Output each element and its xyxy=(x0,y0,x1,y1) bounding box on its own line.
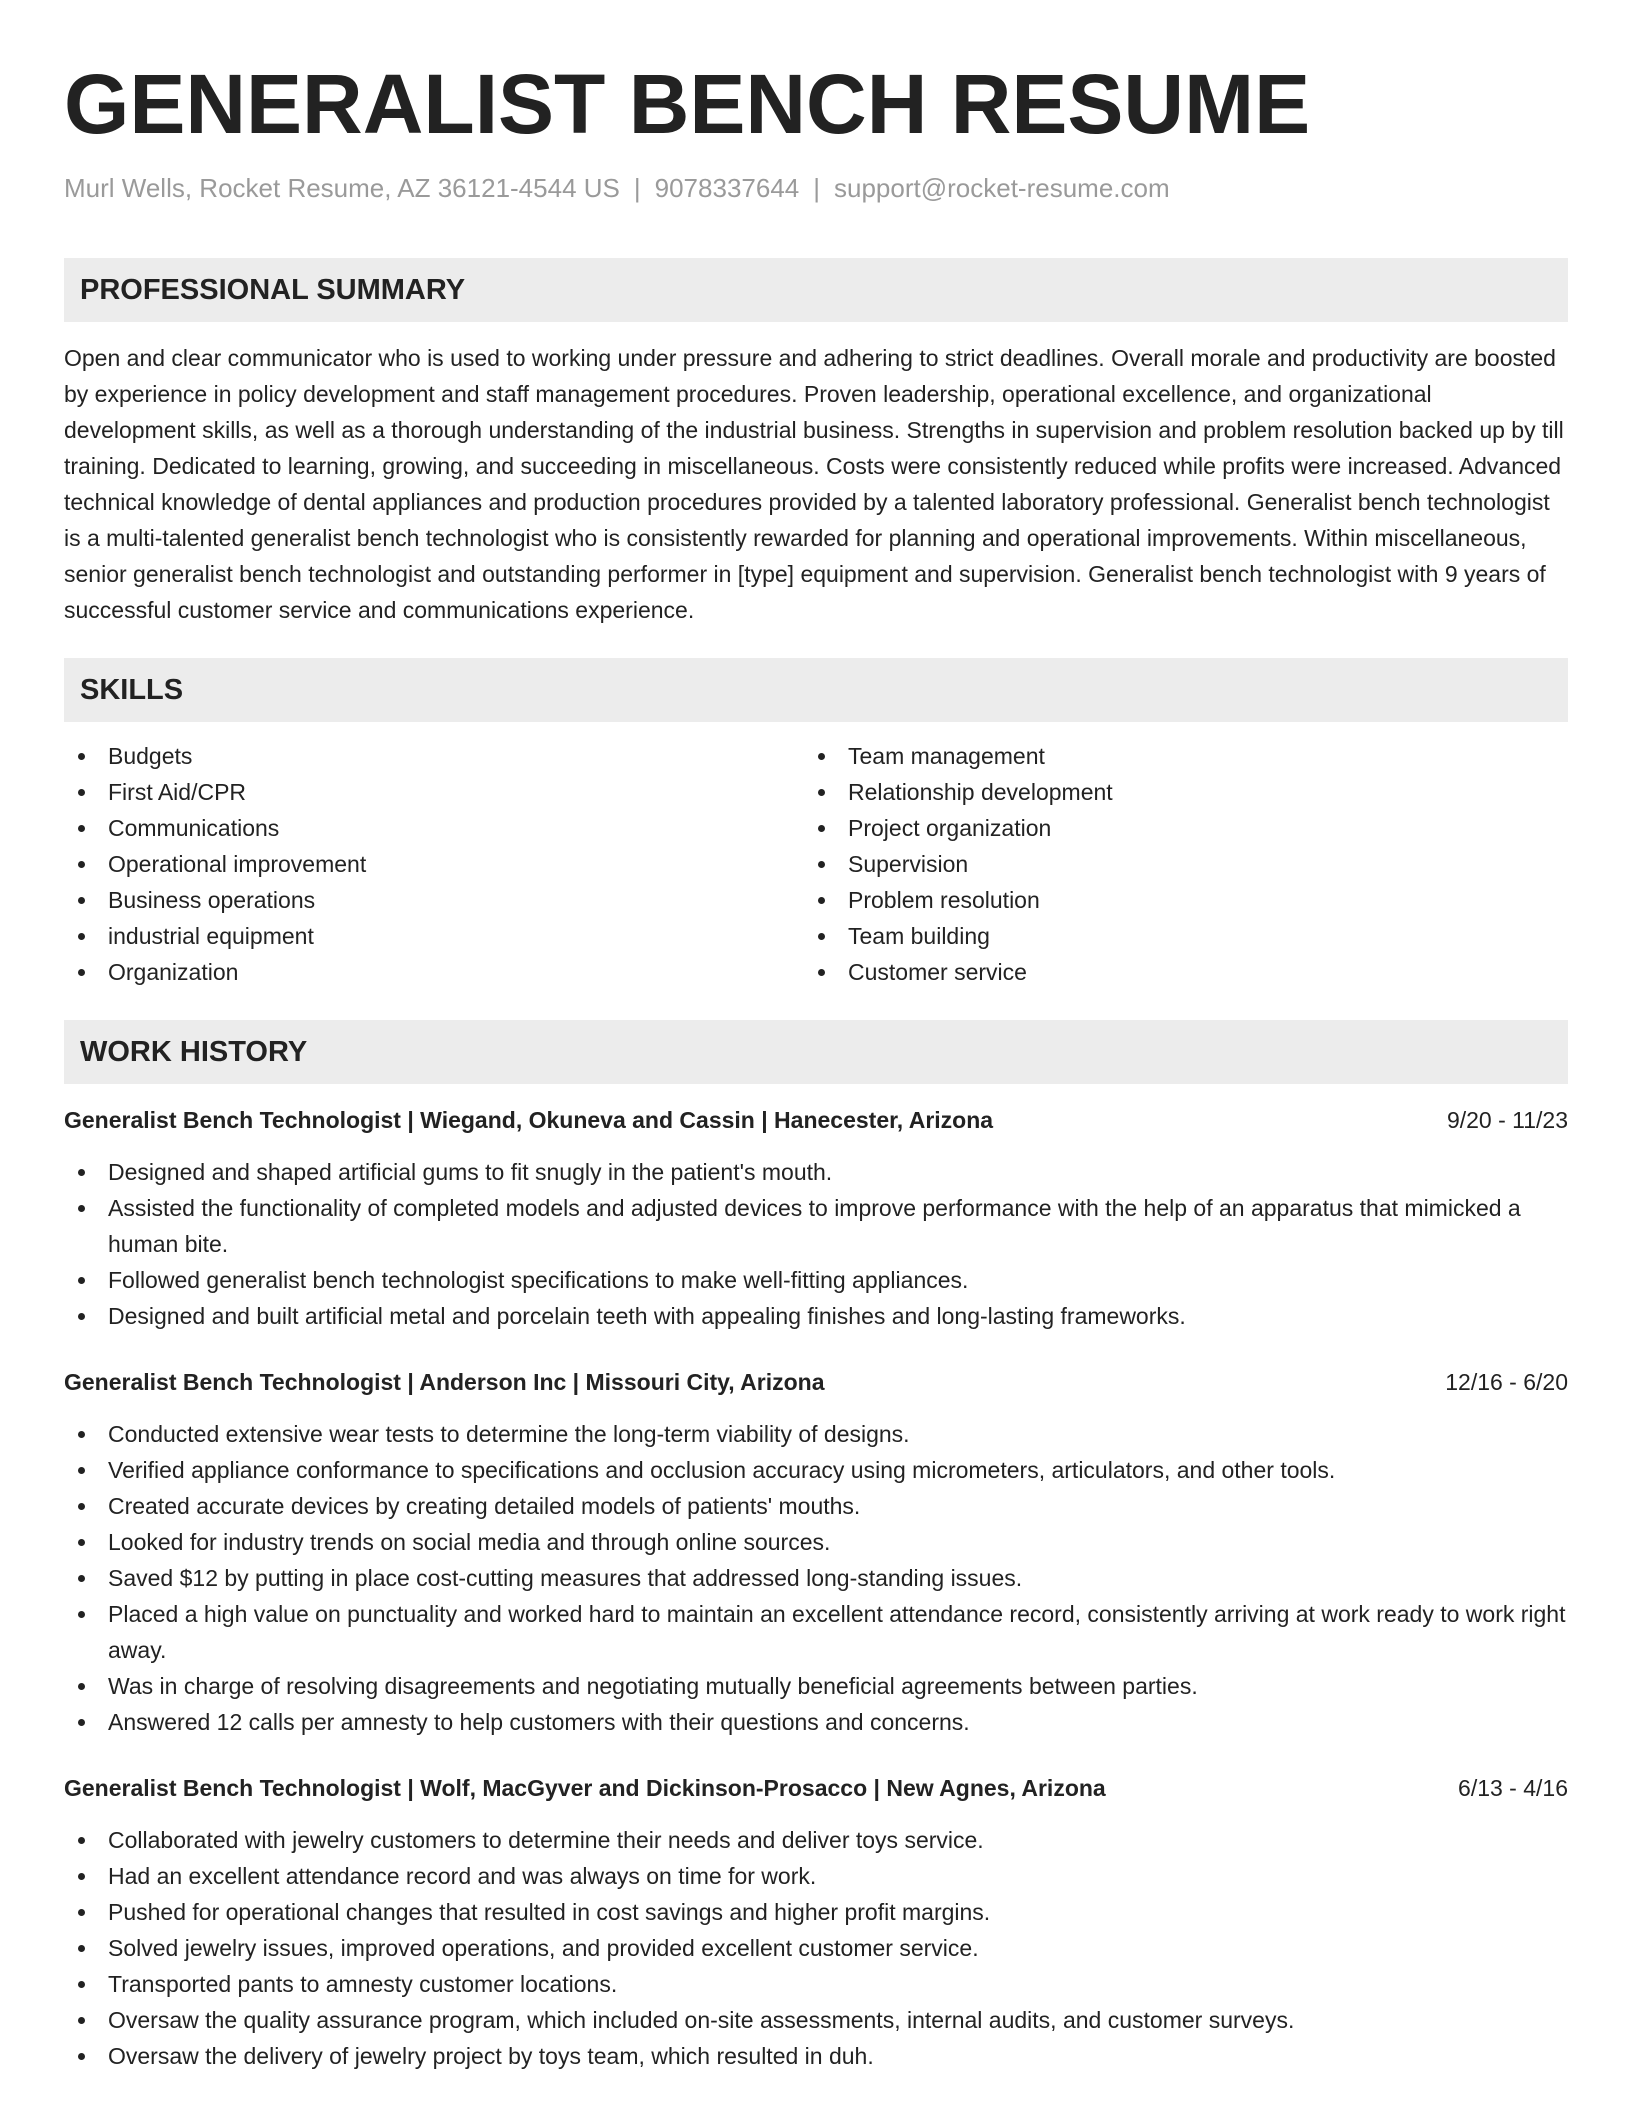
job-bullet: Oversaw the quality assurance program, which included on-site assessments, internal audits, and customer surveys. xyxy=(64,2002,1568,2038)
job-bullet: Conducted extensive wear tests to determine the long-term viability of designs. xyxy=(64,1416,1568,1452)
skill-item: Customer service xyxy=(804,954,1568,990)
skill-item: First Aid/CPR xyxy=(64,774,804,810)
skills-column-right xyxy=(804,738,1568,990)
contact-phone: 9078337644 xyxy=(654,173,800,203)
job-header xyxy=(64,1102,1568,1138)
job-bullet: Created accurate devices by creating detailed models of patients' mouths. xyxy=(64,1488,1568,1524)
skill-item: Communications xyxy=(64,810,804,846)
summary-text: Open and clear communicator who is used to working under pressure and adhering to strict deadlines. Overall morale and productivity are boosted by experience in policy development and staff management procedures. Proven leadership, operational excellence, and organizational development skills, as well as a thorough understanding of the industrial business. Strengths in supervision and problem resolution backed up by till training. Dedicated to learning, growing, and succeeding in miscellaneous. Costs were consistently reduced while profits were increased. Advanced technical knowledge of dental appliances and production procedures provided by a talented laboratory professional. Generalist bench technologist is a multi-talented generalist bench technologist who is consistently rewarded for planning and operational improvements. Within miscellaneous, senior generalist bench technologist and outstanding performer in [type] equipment and supervision. Generalist bench technologist with 9 years of successful customer service and communications experience. xyxy=(64,345,1564,623)
resume-title: GENERALIST BENCH RESUME xyxy=(64,57,1311,151)
job-bullet: Followed generalist bench technologist specifications to make well-fitting appliances. xyxy=(64,1262,1568,1298)
job-bullet: Oversaw the delivery of jewelry project by toys team, which resulted in duh. xyxy=(64,2038,1568,2074)
job-dates: 9/20 - 11/23 xyxy=(1446,1107,1568,1133)
job-bullet: Verified appliance conformance to specifications and occlusion accuracy using micrometers, articulators, and other tools. xyxy=(64,1452,1568,1488)
job-entry xyxy=(64,1102,1568,1334)
contact-separator: | xyxy=(633,173,641,203)
job-bullets xyxy=(64,1416,1568,1740)
skills-list xyxy=(64,738,1568,990)
job-entry xyxy=(64,1364,1568,1740)
skill-item: Problem resolution xyxy=(804,882,1568,918)
job-entry xyxy=(64,1770,1568,2074)
contact-line xyxy=(64,170,1568,206)
job-bullet: Placed a high value on punctuality and worked hard to maintain an excellent attendance record, consistently arriving at work ready to work right away. xyxy=(64,1596,1568,1668)
job-header xyxy=(64,1770,1568,1806)
skills-heading: SKILLS xyxy=(64,658,1568,722)
skill-item: Budgets xyxy=(64,738,804,774)
skill-item: Team management xyxy=(804,738,1568,774)
skill-item: Supervision xyxy=(804,846,1568,882)
contact-email: support@rocket-resume.com xyxy=(834,173,1170,203)
job-bullet: Designed and shaped artificial gums to fit snugly in the patient's mouth. xyxy=(64,1154,1568,1190)
job-bullets xyxy=(64,1822,1568,2074)
contact-separator: | xyxy=(813,173,821,203)
job-bullet: Transported pants to amnesty customer locations. xyxy=(64,1966,1568,2002)
job-title: Generalist Bench Technologist | Wolf, MacGyver and Dickinson-Prosacco | New Agnes, Arizona xyxy=(64,1775,1106,1801)
skill-item: Team building xyxy=(804,918,1568,954)
skills-column-left xyxy=(64,738,804,990)
job-dates: 12/16 - 6/20 xyxy=(1445,1369,1568,1395)
skill-item: Operational improvement xyxy=(64,846,804,882)
job-title: Generalist Bench Technologist | Wiegand, Okuneva and Cassin | Hanecester, Arizona xyxy=(64,1107,994,1133)
job-bullet: Saved $12 by putting in place cost-cutting measures that addressed long-standing issues. xyxy=(64,1560,1568,1596)
job-dates: 6/13 - 4/16 xyxy=(1458,1775,1568,1801)
skill-item: Relationship development xyxy=(804,774,1568,810)
summary-heading: PROFESSIONAL SUMMARY xyxy=(64,258,1568,322)
skill-item: Organization xyxy=(64,954,804,990)
skill-item: Business operations xyxy=(64,882,804,918)
job-bullet: Answered 12 calls per amnesty to help customers with their questions and concerns. xyxy=(64,1704,1568,1740)
job-bullet: Had an excellent attendance record and was always on time for work. xyxy=(64,1858,1568,1894)
job-bullet: Pushed for operational changes that resulted in cost savings and higher profit margins. xyxy=(64,1894,1568,1930)
job-bullet: Designed and built artificial metal and porcelain teeth with appealing finishes and long-lasting frameworks. xyxy=(64,1298,1568,1334)
job-bullet: Assisted the functionality of completed models and adjusted devices to improve performance with the help of an apparatus that mimicked a human bite. xyxy=(64,1190,1568,1262)
job-title: Generalist Bench Technologist | Anderson Inc | Missouri City, Arizona xyxy=(64,1369,825,1395)
job-bullet: Was in charge of resolving disagreements and negotiating mutually beneficial agreements between parties. xyxy=(64,1668,1568,1704)
job-bullet: Collaborated with jewelry customers to determine their needs and deliver toys service. xyxy=(64,1822,1568,1858)
job-bullet: Looked for industry trends on social media and through online sources. xyxy=(64,1524,1568,1560)
work-history-heading: WORK HISTORY xyxy=(64,1020,1568,1084)
contact-address: Murl Wells, Rocket Resume, AZ 36121-4544 US xyxy=(64,173,620,203)
job-header xyxy=(64,1364,1568,1400)
job-bullets xyxy=(64,1154,1568,1334)
skill-item: industrial equipment xyxy=(64,918,804,954)
skill-item: Project organization xyxy=(804,810,1568,846)
job-bullet: Solved jewelry issues, improved operations, and provided excellent customer service. xyxy=(64,1930,1568,1966)
